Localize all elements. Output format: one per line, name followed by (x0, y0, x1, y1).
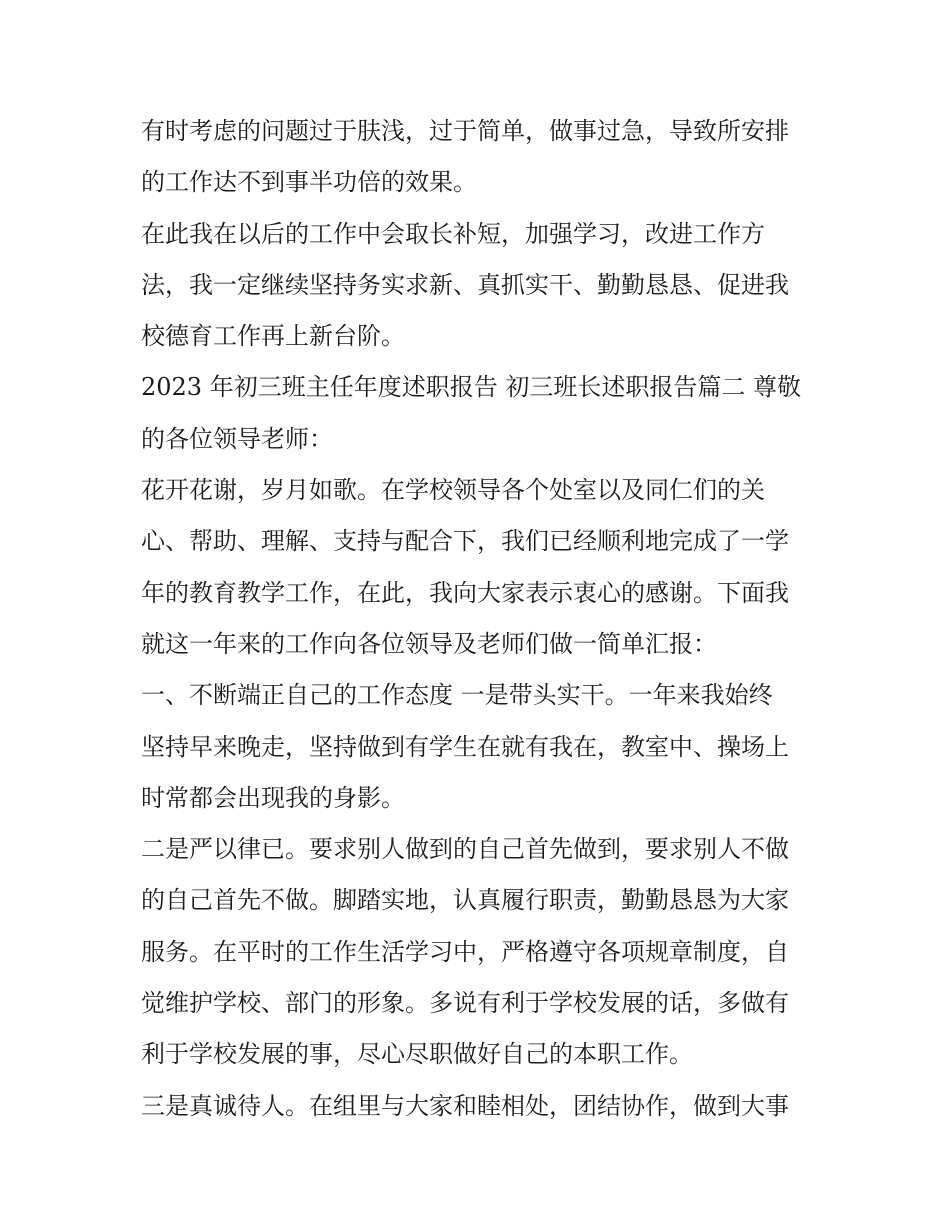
text-line: 觉维护学校、部门的形象。多说有利于学校发展的话，多做有 (141, 989, 789, 1018)
text-line: 在此我在以后的工作中会取长补短，加强学习，改进工作方 (141, 219, 765, 248)
text-line: 就这一年来的工作向各位领导及老师们做一简单汇报： (141, 629, 717, 658)
text-line: 年的教育教学工作，在此，我向大家表示衷心的感谢。下面我 (141, 578, 789, 607)
document-body (141, 106, 811, 1132)
text-line: 的工作达不到事半功倍的效果。 (141, 168, 477, 197)
text-line: 三是真诚待人。在组里与大家和睦相处，团结协作，做到大事 (141, 1091, 789, 1120)
text-line: 利于学校发展的事，尽心尽职做好自己的本职工作。 (141, 1040, 693, 1069)
text-line: 一、不断端正自己的工作态度 一是带头实干。一年来我始终 (141, 681, 773, 710)
text-line: 2023 年初三班主任年度述职报告 初三班长述职报告篇二 尊敬 (141, 373, 801, 402)
text-line: 的各位领导老师： (141, 424, 333, 453)
text-line: 校德育工作再上新台阶。 (141, 322, 405, 351)
text-line: 有时考虑的问题过于肤浅，过于简单，做事过急，导致所安排 (141, 117, 789, 145)
text-line: 时常都会出现我的身影。 (141, 783, 405, 812)
text-line: 坚持早来晚走，坚持做到有学生在就有我在，教室中、操场上 (141, 732, 789, 761)
text-line: 服务。在平时的工作生活学习中，严格遵守各项规章制度，自 (141, 937, 789, 966)
text-line: 花开花谢，岁月如歌。在学校领导各个处室以及同仁们的关 (141, 476, 765, 505)
text-line: 的自己首先不做。脚踏实地，认真履行职责，勤勤恳恳为大家 (141, 886, 789, 915)
text-line: 法，我一定继续坚持务实求新、真抓实干、勤勤恳恳、促进我 (141, 270, 789, 299)
text-line: 二是严以律已。要求别人做到的自己首先做到，要求别人不做 (141, 835, 789, 864)
text-line: 心、帮助、理解、支持与配合下，我们已经顺利地完成了一学 (141, 527, 789, 556)
